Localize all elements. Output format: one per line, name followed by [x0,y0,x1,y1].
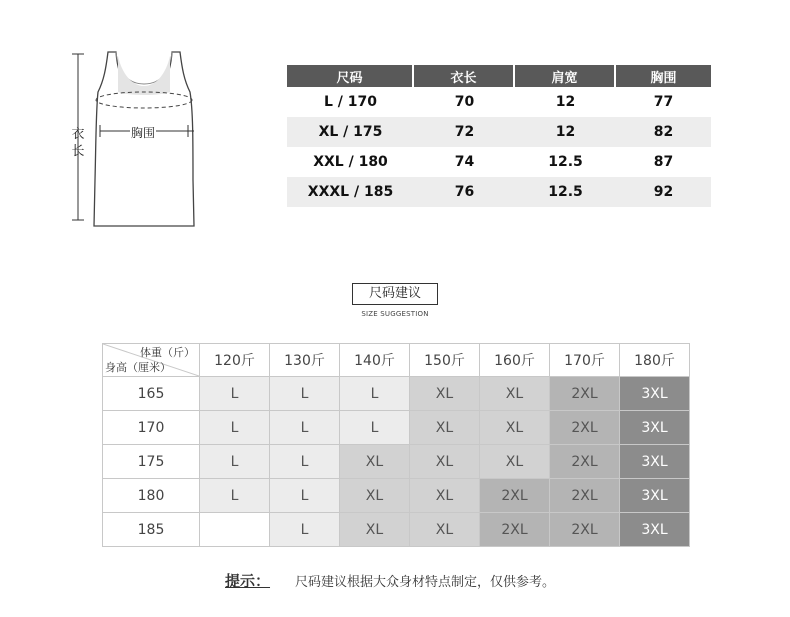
size-cell: 2XL [550,411,620,445]
cell-length: 70 [454,94,475,110]
size-cell: XL [410,445,480,479]
size-cell: XL [340,513,410,547]
table-row [103,377,690,411]
tank-top-diagram [60,40,210,240]
size-cell: XL [410,513,480,547]
grid-header-row [103,344,690,377]
size-table-header [287,65,711,87]
size-suggestion-grid [102,343,690,547]
suggestion-title: 尺码建议 [352,283,438,305]
size-cell: L [340,411,410,445]
size-cell: XL [340,479,410,513]
size-cell: L [200,411,270,445]
weight-header: 180斤 [620,344,690,377]
size-cell: L [200,479,270,513]
table-row [103,513,690,547]
cell-size: XXXL / 185 [287,177,414,207]
cell-size: L / 170 [323,94,377,110]
size-cell: XL [410,479,480,513]
size-cell: L [200,377,270,411]
length-label: 衣长 [71,127,85,159]
size-cell: XL [340,445,410,479]
weight-header: 130斤 [270,344,340,377]
size-cell: 2XL [480,513,550,547]
weight-header: 170斤 [550,344,620,377]
size-cell [200,513,270,547]
grid-corner [103,344,200,377]
table-row [287,117,711,147]
cell-chest: 77 [653,94,674,110]
header-size: 尺码 [287,65,414,87]
cell-length: 74 [454,154,475,170]
height-cell: 165 [103,377,200,411]
size-cell: L [270,411,340,445]
size-cell: 3XL [620,411,690,445]
header-length: 衣长 [414,65,515,87]
note-text: 尺码建议根据大众身材特点制定，仅供参考。 [295,575,556,590]
weight-header: 120斤 [200,344,270,377]
cell-length: 76 [414,177,515,207]
note-label: 提示： [225,572,271,590]
size-cell: L [270,513,340,547]
size-cell: 2XL [550,513,620,547]
header-shoulder: 肩宽 [515,65,616,87]
size-table [287,65,711,207]
table-row [287,147,711,177]
cell-chest: 92 [616,177,711,207]
size-cell: XL [480,445,550,479]
weight-header: 140斤 [340,344,410,377]
size-cell: L [340,377,410,411]
cell-chest: 82 [616,117,711,147]
size-cell: L [270,479,340,513]
size-cell: XL [410,377,480,411]
height-cell: 175 [103,445,200,479]
size-cell: L [200,445,270,479]
size-cell: 2XL [550,377,620,411]
height-axis-label: 身高（厘米） [105,361,171,374]
cell-shoulder: 12 [555,94,576,110]
cell-shoulder: 12.5 [515,177,616,207]
cell-chest: 87 [653,154,674,170]
table-row [103,479,690,513]
size-cell: L [270,377,340,411]
size-cell: 2XL [480,479,550,513]
size-cell: 2XL [550,445,620,479]
cell-shoulder: 12.5 [548,154,583,170]
cell-size: XL / 175 [287,117,414,147]
header-chest: 胸围 [616,65,711,87]
size-cell: L [270,445,340,479]
height-cell: 185 [103,513,200,547]
weight-axis-label: 体重（斤） [140,346,195,359]
cell-shoulder: 12 [515,117,616,147]
size-cell: 3XL [620,513,690,547]
table-row [103,411,690,445]
weight-header: 150斤 [410,344,480,377]
size-cell: 2XL [550,479,620,513]
size-cell: XL [480,377,550,411]
size-cell: XL [410,411,480,445]
height-cell: 180 [103,479,200,513]
size-cell: 3XL [620,479,690,513]
cell-length: 72 [414,117,515,147]
table-row [287,177,711,207]
table-row [103,445,690,479]
chest-label: 胸围 [131,126,156,140]
suggestion-subtitle: SIZE SUGGESTION [361,310,429,318]
size-cell: 3XL [620,445,690,479]
size-cell: 3XL [620,377,690,411]
cell-size: XXL / 180 [313,154,388,170]
height-cell: 170 [103,411,200,445]
table-row [287,87,711,117]
weight-header: 160斤 [480,344,550,377]
size-cell: XL [480,411,550,445]
